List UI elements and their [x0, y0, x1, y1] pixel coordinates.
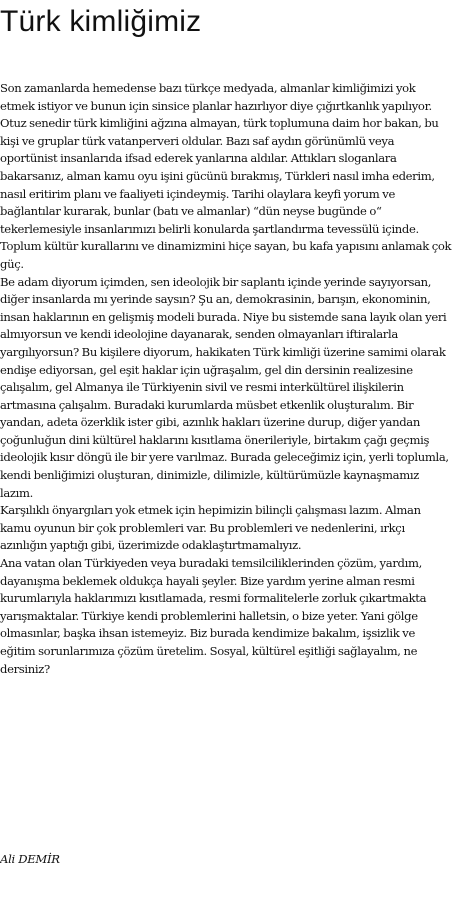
- author-signature: Ali DEMİR: [0, 852, 60, 866]
- page-title: Türk kimliğimiz: [0, 5, 202, 38]
- paragraph: Karşılıklı önyargıları yok etmek için hepimizin bilinçli çalışması lazım. Alman kamu oyunun bir çok problemleri var. Bu problemleri ve nedenlerini, ırkçı azınlığın yaptığı gibi, üzerimizde odaklaştırtmamalıyız.: [0, 503, 421, 553]
- paragraph: Be adam diyorum içimden, sen ideolojik bir saplantı içinde yerinde sayıyorsan, diğer insanlarda mı yerinde saysın? Şu an, demokrasinin, barışın, ekonominin, insan haklarının en gelişmiş modeli burada. Niye bu sistemde sana layık olan yeri almıyorsun ve kendi ideolojine dayanarak, senden olmayanları iftiralarla yargılıyorsun? Bu kişilere diyorum, hakikaten Türk kimliği üzerine samimi olarak endişe ediyorsan, gel eşit haklar için uğraşalım, gel din dersinin realizesine çalışalım, gel Almanya ile Türkiyenin sivil ve resmi interkültürel ilişkilerin artmasına çalışalım. Buradaki kurumlarda müsbet etkenlik oluşturalım. Bir yandan, adeta özerklik ister gibi, azınlık hakları üzerine durup, diğer yandan çoğunluğun dini kültürel haklarını kısıtlama önerileriyle, birtakım çağı geçmiş ideolojik kısır döngü ile bir yere varılmaz. Burada geleceğimiz için, yerli toplumla, kendi benliğimizi oluşturan, dinimizle, dilimizle, kültürümüzle kaynaşmamız lazım.: [0, 274, 449, 500]
- paragraph: Son zamanlarda hemedense bazı türkçe medyada, almanlar kimliğimizi yok etmek istiyor ve bunun için sinsice planlar hazırlıyor diye çığırtkanlık yapılıyor.: [0, 81, 432, 113]
- paragraph: Otuz senedir türk kimliğini ağzına almayan, türk toplumuna daim hor bakan, bu kişi ve gruplar türk vatanperveri oldular. Bazı saf aydın görünümlü veya oportünist insanlarıda ifsad ederek yanlarına aldılar. Attıkları sloganlara bakarsanız, alman kamu oyu işini gücünü bırakmış, Türkleri nasıl imha ederim, nasıl eritirim planı ve faaliyeti içindeymiş. Tarihi olaylara keyfi yorum ve bağlantılar kurarak, bunlar (batı ve almanlar) “dün neyse bugünde o“ tekerlemesiyle insanlarımızı belirli konularda şartlandırma tevessülü içinde. Toplum kültür kurallarını ve dinamizmini hiçe sayan, bu kafa yapısını anlamak çok güç.: [0, 116, 452, 271]
- paragraph: Ana vatan olan Türkiyeden veya buradaki temsilciliklerinden çözüm, yardım, dayanışma beklemek oldukça hayali şeyler. Bize yardım yerine alman resmi kurumlarıyla haklarımızı kısıtlamada, resmi formalitelerle zorluk çıkartmakta yarışmaktalar. Türkiye kendi problemlerini halletsin, o bize yeter. Yani gölge olmasınlar, başka ihsan istemeyiz. Biz burada kendimize bakalım, işsizlik ve eğitim sorunlarımıza çözüm üretelim. Sosyal, kültürel eşitliği sağlayalım, ne dersiniz?: [0, 556, 427, 676]
- article-body: [0, 80, 452, 678]
